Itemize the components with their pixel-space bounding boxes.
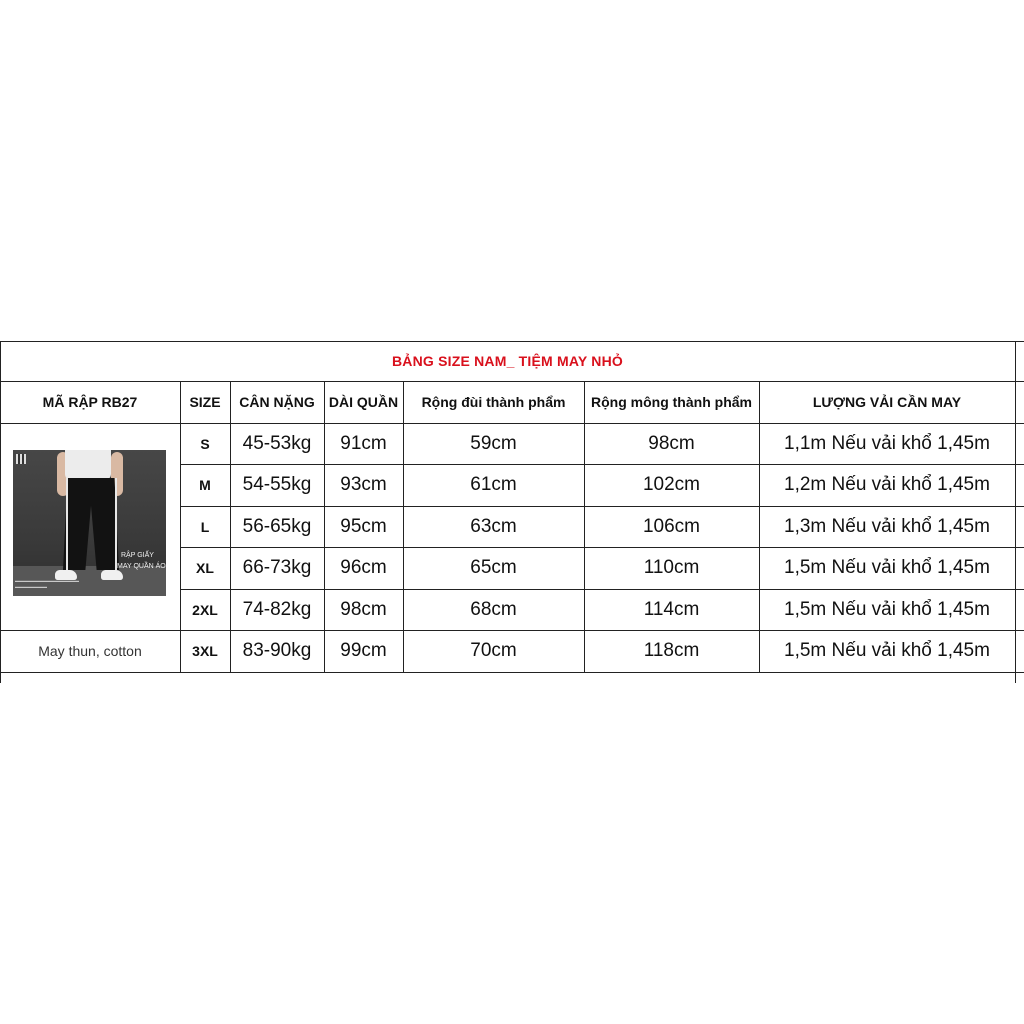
grid-line — [1015, 341, 1016, 683]
size-cell: 2XL — [192, 601, 218, 618]
header-size: SIZE — [189, 394, 221, 410]
length-cell: 95cm — [340, 515, 387, 537]
weight-cell: 56-65kg — [242, 515, 312, 537]
size-cell: XL — [196, 560, 214, 576]
hip-width-cell: 106cm — [642, 515, 701, 537]
hip-width-cell: 114cm — [643, 598, 700, 620]
fabric-amount-cell: 1,3m Nếu vải khổ 1,45m — [784, 515, 990, 537]
weight-cell: 83-90kg — [242, 640, 312, 661]
hip-width-cell: 98cm — [648, 432, 695, 454]
header-length: DÀI QUẦN — [328, 394, 399, 410]
watermark-line-1: RẬP GIẤY — [121, 552, 154, 559]
length-cell: 98cm — [340, 598, 387, 620]
fabric-amount-cell: 1,2m Nếu vải khổ 1,45m — [784, 474, 990, 495]
thigh-width-cell: 59cm — [470, 432, 517, 454]
thigh-width-cell: 68cm — [470, 598, 517, 620]
qr-code-icon — [16, 454, 26, 464]
length-cell: 93cm — [340, 474, 387, 495]
length-cell: 99cm — [340, 640, 387, 661]
fabric-amount-cell: 1,5m Nếu vải khổ 1,45m — [784, 598, 990, 620]
header-fabric-amount: LƯỢNG VẢI CẦN MAY — [812, 394, 962, 410]
size-cell: L — [200, 518, 210, 535]
thigh-width-cell: 61cm — [470, 474, 517, 495]
header-weight: CÂN NẶNG — [239, 394, 315, 410]
grid-line — [0, 672, 1024, 673]
fabric-amount-cell: 1,5m Nếu vải khổ 1,45m — [784, 640, 990, 661]
product-photo: RẬP GIẤY MAY QUẦN ÁO ▬▬▬▬▬▬▬▬▬▬▬▬▬▬▬▬ ▬▬▬▬▬▬▬▬ — [13, 450, 166, 596]
watermark-line-2: MAY QUẦN ÁO — [117, 563, 166, 570]
size-cell: S — [200, 435, 210, 452]
weight-cell: 74-82kg — [242, 598, 312, 620]
thigh-width-cell: 65cm — [470, 557, 517, 578]
header-thigh-width: Rộng đùi thành phẩm — [421, 394, 566, 410]
header-pattern-code: MÃ RẬP RB27 — [42, 394, 138, 410]
weight-cell: 66-73kg — [242, 557, 312, 578]
weight-cell: 54-55kg — [242, 474, 312, 495]
hip-width-cell: 102cm — [642, 474, 701, 495]
thigh-width-cell: 63cm — [470, 515, 517, 537]
fabric-amount-cell: 1,5m Nếu vải khổ 1,45m — [784, 557, 990, 578]
weight-cell: 45-53kg — [242, 432, 312, 454]
length-cell: 91cm — [340, 432, 387, 454]
length-cell: 96cm — [340, 557, 387, 578]
thigh-width-cell: 70cm — [470, 640, 517, 661]
size-cell: M — [199, 477, 211, 493]
material-note: May thun, cotton — [38, 643, 142, 659]
size-chart-table — [0, 341, 1024, 683]
size-cell: 3XL — [192, 643, 218, 659]
fabric-amount-cell: 1,1m Nếu vải khổ 1,45m — [784, 432, 990, 454]
hip-width-cell: 110cm — [643, 557, 700, 578]
hip-width-cell: 118cm — [643, 640, 700, 661]
header-hip-width: Rộng mông thành phẩm — [591, 394, 752, 410]
table-title: BẢNG SIZE NAM_ TIỆM MAY NHỎ — [392, 353, 623, 369]
